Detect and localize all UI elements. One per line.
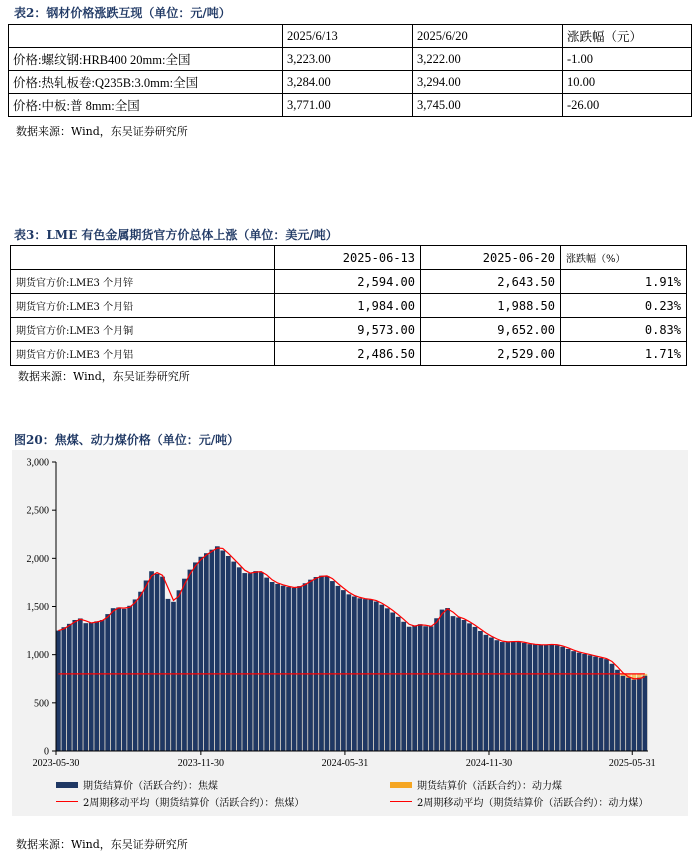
x-tick-label: 2025-05-31: [608, 758, 656, 769]
bar-coking-coal: [138, 592, 143, 751]
bar-coking-coal: [544, 645, 549, 751]
bar-coking-coal: [396, 617, 401, 751]
legend-item-thermal-bar: [390, 777, 562, 792]
bar-coking-coal: [385, 608, 390, 751]
coal-price-chart: [12, 450, 688, 816]
bar-coking-coal: [363, 599, 368, 751]
bar-coking-coal: [577, 653, 582, 751]
bar-coking-coal: [319, 576, 324, 751]
bar-coking-coal: [637, 678, 642, 751]
bar-coking-coal: [105, 614, 110, 751]
bar-coking-coal: [193, 562, 198, 751]
table-row: [9, 71, 692, 94]
bar-coking-coal: [604, 659, 609, 751]
bar-coking-coal: [270, 582, 275, 751]
table3-caption: 表3：LME 有色金属期货官方价总体上涨（单位：美元/吨）: [14, 228, 338, 242]
x-tick-label: 2024-11-30: [465, 758, 513, 769]
lme-price-table: [10, 245, 687, 366]
table-header-cell: 2025-06-20: [421, 246, 561, 270]
legend-swatch-thermal-ma: [390, 801, 412, 803]
bar-coking-coal: [621, 676, 626, 751]
y-tick-label: 2,000: [26, 553, 49, 565]
chart-canvas: [12, 450, 688, 816]
legend-swatch-thermal: [390, 782, 412, 788]
legend-item-thermal-ma: [390, 794, 648, 809]
bar-coking-coal: [215, 546, 220, 751]
bar-coking-coal: [549, 644, 554, 751]
bar-coking-coal: [133, 599, 138, 751]
bar-coking-coal: [462, 620, 467, 751]
bar-coking-coal: [390, 613, 395, 751]
bar-coking-coal: [566, 649, 571, 751]
table-row: [11, 270, 687, 294]
y-tick-label: 0: [44, 746, 49, 758]
table-cell: 价格:螺纹钢:HRB400 20mm:全国: [9, 48, 283, 71]
bar-coking-coal: [259, 572, 264, 751]
table-cell: 3,745.00: [413, 94, 563, 117]
bar-coking-coal: [149, 571, 154, 751]
bar-coking-coal: [264, 578, 269, 751]
bar-coking-coal: [100, 620, 105, 751]
table-header-cell: [11, 246, 275, 270]
figure20-caption: 图20：焦煤、动力煤价格（单位：元/吨）: [14, 433, 240, 447]
table2-caption: 表2：钢材价格涨跌互现（单位：元/吨）: [14, 6, 231, 20]
bar-coking-coal: [248, 573, 253, 751]
legend-label: 2周期移动平均（期货结算价（活跃合约）：动力煤）: [417, 798, 649, 809]
table-row: [9, 48, 692, 71]
table-cell: 3,771.00: [283, 94, 413, 117]
bar-coking-coal: [440, 610, 445, 751]
steel-price-table: [8, 24, 692, 117]
table-cell: 期货官方价:LME3 个月铜: [11, 318, 275, 342]
bar-coking-coal: [610, 664, 615, 751]
legend-item-coking-ma: [56, 794, 304, 809]
bar-coking-coal: [122, 609, 127, 751]
table2-source: 数据来源：Wind，东吴证券研究所: [16, 125, 188, 138]
table-cell: -1.00: [563, 48, 692, 71]
bar-coking-coal: [423, 626, 428, 751]
bar-coking-coal: [171, 602, 176, 751]
table-cell: 1,984.00: [275, 294, 421, 318]
bar-coking-coal: [347, 594, 352, 751]
legend-item-coking-bar: [56, 777, 218, 792]
bar-coking-coal: [511, 641, 516, 751]
bar-coking-coal: [505, 642, 510, 751]
table-cell: 0.83%: [561, 318, 687, 342]
table-cell: 2,529.00: [421, 342, 561, 366]
table-cell: 9,573.00: [275, 318, 421, 342]
bar-coking-coal: [599, 658, 604, 751]
bar-coking-coal: [275, 584, 280, 751]
table-row: [11, 294, 687, 318]
bar-coking-coal: [94, 621, 99, 751]
bar-coking-coal: [582, 654, 587, 751]
table-cell: 2,486.50: [275, 342, 421, 366]
bar-coking-coal: [632, 680, 637, 751]
bar-coking-coal: [418, 624, 423, 751]
bar-coking-coal: [500, 642, 505, 751]
bar-coking-coal: [166, 599, 171, 751]
bar-coking-coal: [182, 579, 187, 751]
table-cell: -26.00: [563, 94, 692, 117]
bar-coking-coal: [209, 550, 214, 751]
table-cell: 1,988.50: [421, 294, 561, 318]
table-row: [11, 318, 687, 342]
bar-coking-coal: [188, 570, 193, 751]
table-cell: 价格:中板:普 8mm:全国: [9, 94, 283, 117]
x-tick-label: 2024-05-31: [321, 758, 369, 769]
bar-coking-coal: [56, 631, 61, 751]
bar-coking-coal: [516, 642, 521, 751]
bar-coking-coal: [111, 608, 116, 751]
bar-coking-coal: [297, 586, 302, 751]
table-header-row: [9, 25, 692, 48]
bar-coking-coal: [357, 598, 362, 751]
bar-coking-coal: [67, 624, 72, 751]
bar-coking-coal: [281, 586, 286, 751]
bar-coking-coal: [242, 573, 247, 751]
bar-coking-coal: [379, 605, 384, 751]
y-tick-label: 1,500: [26, 602, 49, 613]
bar-coking-coal: [555, 645, 560, 751]
table-header-cell: 2025/6/13: [283, 25, 413, 48]
bar-coking-coal: [330, 581, 335, 751]
table-cell: 0.23%: [561, 294, 687, 318]
bar-coking-coal: [155, 574, 160, 751]
table-cell: 期货官方价:LME3 个月锌: [11, 270, 275, 294]
bar-coking-coal: [571, 651, 576, 751]
bar-coking-coal: [116, 607, 121, 751]
bar-coking-coal: [451, 616, 456, 751]
bar-coking-coal: [314, 577, 319, 751]
table-header-cell: [9, 25, 283, 48]
x-tick-label: 2023-05-30: [32, 758, 80, 769]
legend-swatch-coking: [56, 782, 78, 788]
bar-coking-coal: [445, 608, 450, 751]
bar-coking-coal: [643, 676, 648, 751]
x-tick-label: 2023-11-30: [177, 758, 224, 769]
bar-coking-coal: [253, 571, 258, 751]
y-tick-label: 2,500: [26, 505, 49, 517]
bar-coking-coal: [429, 626, 434, 751]
table-row: [11, 342, 687, 366]
figure20-source: 数据来源：Wind，东吴证券研究所: [16, 838, 188, 851]
bar-coking-coal: [204, 553, 209, 751]
bar-coking-coal: [226, 556, 231, 751]
table-cell: 9,652.00: [421, 318, 561, 342]
bar-coking-coal: [83, 623, 88, 751]
bar-coking-coal: [456, 617, 461, 751]
bar-coking-coal: [593, 657, 598, 751]
bar-coking-coal: [177, 590, 182, 751]
bar-coking-coal: [303, 583, 308, 751]
bar-coking-coal: [434, 618, 439, 751]
table-cell: 2,643.50: [421, 270, 561, 294]
bar-coking-coal: [308, 580, 313, 751]
bar-coking-coal: [72, 620, 77, 751]
y-tick-label: 3,000: [26, 457, 49, 469]
table-cell: 期货官方价:LME3 个月铝: [11, 342, 275, 366]
bar-coking-coal: [286, 587, 291, 751]
legend-label: 2周期移动平均（期货结算价（活跃合约）：焦煤）: [83, 798, 305, 809]
bar-coking-coal: [478, 631, 483, 751]
bar-coking-coal: [237, 567, 242, 751]
bar-coking-coal: [473, 627, 478, 751]
bar-coking-coal: [374, 602, 379, 751]
bar-coking-coal: [588, 655, 593, 751]
bar-coking-coal: [341, 590, 346, 751]
y-tick-label: 500: [34, 698, 49, 710]
table-cell: 3,222.00: [413, 48, 563, 71]
bar-coking-coal: [78, 618, 83, 751]
table-cell: 价格:热轧板卷:Q235B:3.0mm:全国: [9, 71, 283, 94]
table-header-cell: 2025-06-13: [275, 246, 421, 270]
legend-label: 期货结算价（活跃合约）：焦煤: [83, 781, 218, 792]
bar-coking-coal: [522, 643, 527, 751]
table-row: [9, 94, 692, 117]
bar-coking-coal: [336, 586, 341, 751]
table-cell: 1.71%: [561, 342, 687, 366]
bar-coking-coal: [560, 647, 565, 751]
bar-coking-coal: [538, 645, 543, 751]
bar-coking-coal: [199, 557, 204, 751]
bar-coking-coal: [484, 635, 489, 751]
legend-swatch-coking-ma: [56, 801, 78, 803]
table-cell: 3,294.00: [413, 71, 563, 94]
table-cell: 1.91%: [561, 270, 687, 294]
table-cell: 3,223.00: [283, 48, 413, 71]
bar-coking-coal: [127, 606, 132, 751]
bar-coking-coal: [401, 622, 406, 751]
bar-coking-coal: [527, 644, 532, 751]
bar-coking-coal: [220, 551, 225, 751]
y-tick-label: 1,000: [26, 650, 49, 662]
table-cell: 10.00: [563, 71, 692, 94]
bar-coking-coal: [407, 627, 412, 751]
bar-coking-coal: [495, 640, 500, 751]
bar-coking-coal: [412, 625, 417, 751]
bar-coking-coal: [533, 645, 538, 751]
table-header-row: [11, 246, 687, 270]
table-cell: 2,594.00: [275, 270, 421, 294]
bar-coking-coal: [61, 627, 66, 751]
bar-coking-coal: [626, 678, 631, 751]
bar-coking-coal: [325, 576, 330, 751]
bar-coking-coal: [231, 562, 236, 751]
table-header-cell: 涨跌幅（元）: [563, 25, 692, 48]
table-header-cell: 涨跌幅（%）: [561, 246, 687, 270]
bar-coking-coal: [292, 588, 297, 751]
table-cell: 期货官方价:LME3 个月铅: [11, 294, 275, 318]
bar-coking-coal: [615, 670, 620, 751]
bar-coking-coal: [160, 577, 165, 751]
table-header-cell: 2025/6/20: [413, 25, 563, 48]
legend-label: 期货结算价（活跃合约）：动力煤: [417, 781, 562, 792]
table3-source: 数据来源：Wind，东吴证券研究所: [18, 370, 190, 383]
bar-coking-coal: [467, 623, 472, 751]
bar-coking-coal: [368, 600, 373, 751]
table-cell: 3,284.00: [283, 71, 413, 94]
bar-coking-coal: [89, 623, 94, 751]
bar-coking-coal: [489, 638, 494, 751]
bar-coking-coal: [144, 580, 149, 751]
